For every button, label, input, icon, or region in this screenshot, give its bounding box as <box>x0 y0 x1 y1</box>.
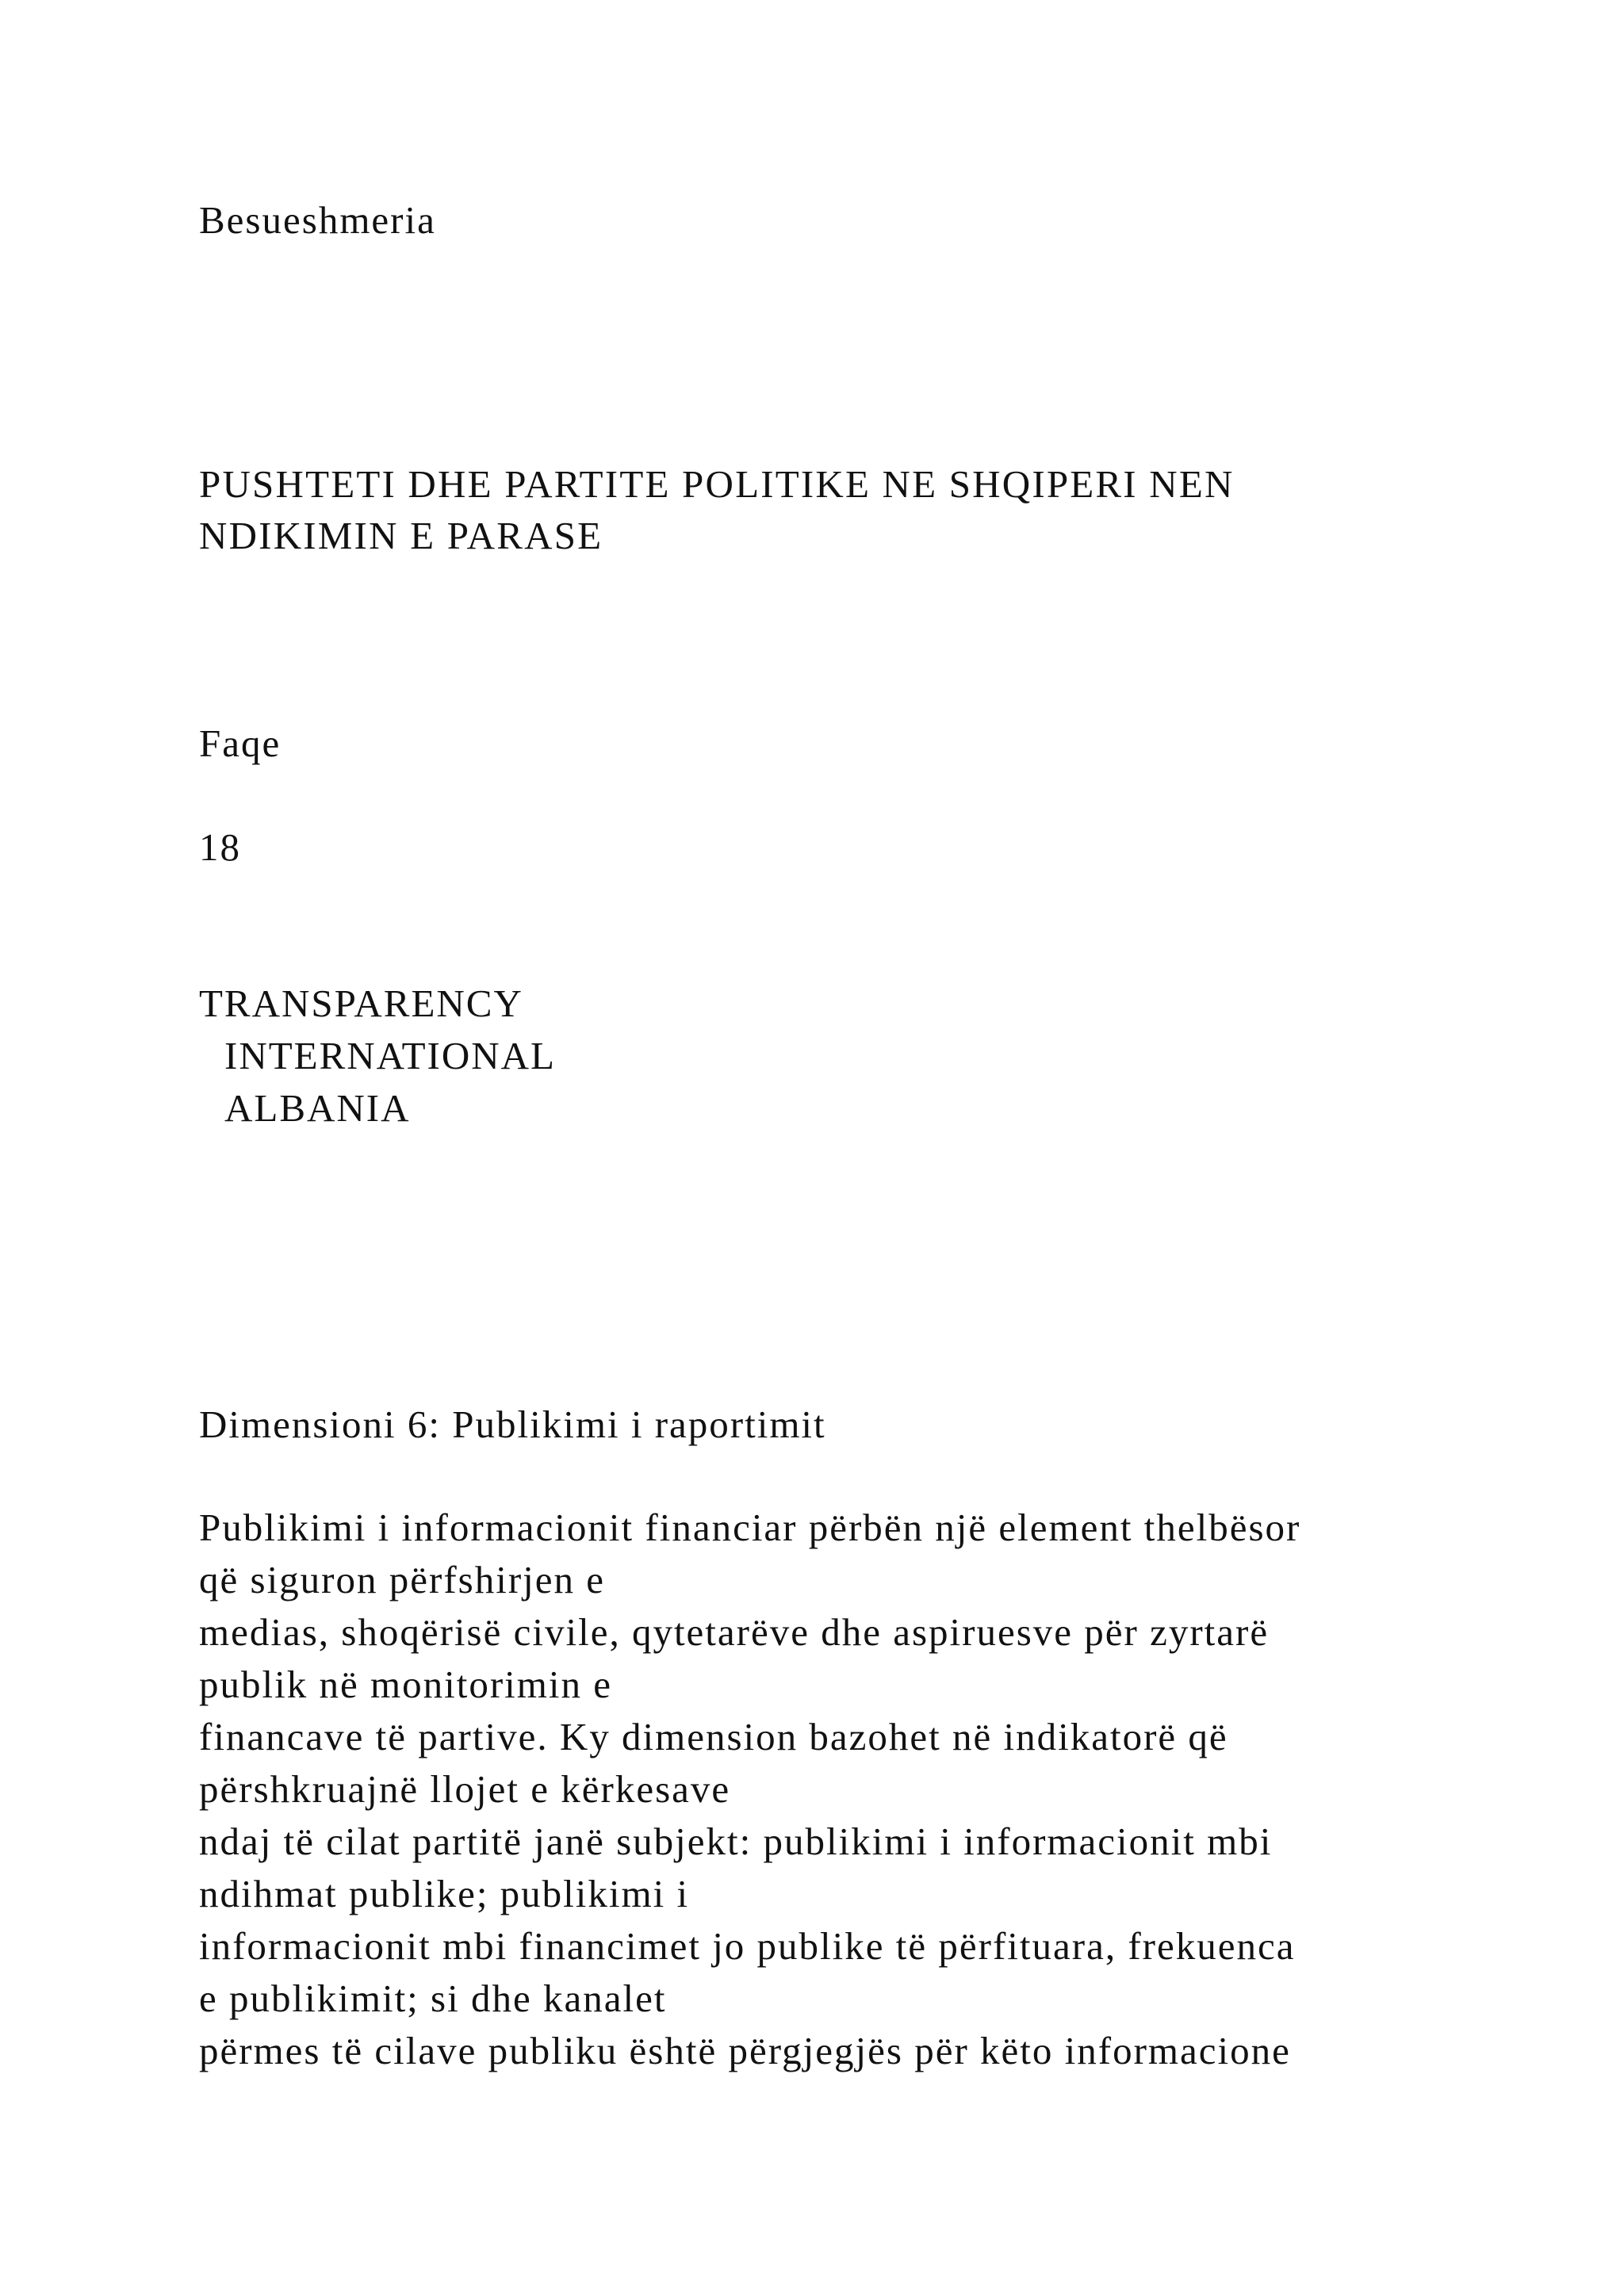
body-line-9: informacionit mbi financimet jo publike të përfituara, frekuenca <box>199 1924 1296 1968</box>
body-line-7: ndaj të cilat partitë janë subjekt: publikimi i informacionit mbi <box>199 1820 1273 1863</box>
header-title: Besueshmeria <box>199 198 436 242</box>
section-heading: Dimensioni 6: Publikimi i raportimit <box>199 1402 826 1446</box>
body-line-6: përshkruajnë llojet e kërkesave <box>199 1767 731 1811</box>
page-label: Faqe <box>199 721 282 765</box>
report-title-line-1: PUSHTETI DHE PARTITE POLITIKE NE SHQIPERI NEN <box>199 462 1235 506</box>
body-line-8: ndihmat publike; publikimi i <box>199 1872 690 1915</box>
body-line-1: Publikimi i informacionit financiar përbën një element thelbësor <box>199 1506 1301 1549</box>
organization-line-2: INTERNATIONAL <box>224 1034 556 1077</box>
organization-line-3: ALBANIA <box>224 1086 411 1130</box>
body-line-10: e publikimit; si dhe kanalet <box>199 1976 667 2020</box>
page-number: 18 <box>199 825 241 869</box>
report-title-line-2: NDIKIMIN E PARASE <box>199 514 603 557</box>
body-line-3: medias, shoqërisë civile, qytetarëve dhe aspiruesve për zyrtarë <box>199 1610 1270 1654</box>
body-line-2: që siguron përfshirjen e <box>199 1558 605 1601</box>
body-line-11: përmes të cilave publiku është përgjegjës për këto informacione <box>199 2029 1291 2072</box>
body-line-5: financave të partive. Ky dimension bazohet në indikatorë që <box>199 1715 1228 1758</box>
body-line-4: publik në monitorimin e <box>199 1663 612 1706</box>
organization-line-1: TRANSPARENCY <box>199 982 523 1025</box>
